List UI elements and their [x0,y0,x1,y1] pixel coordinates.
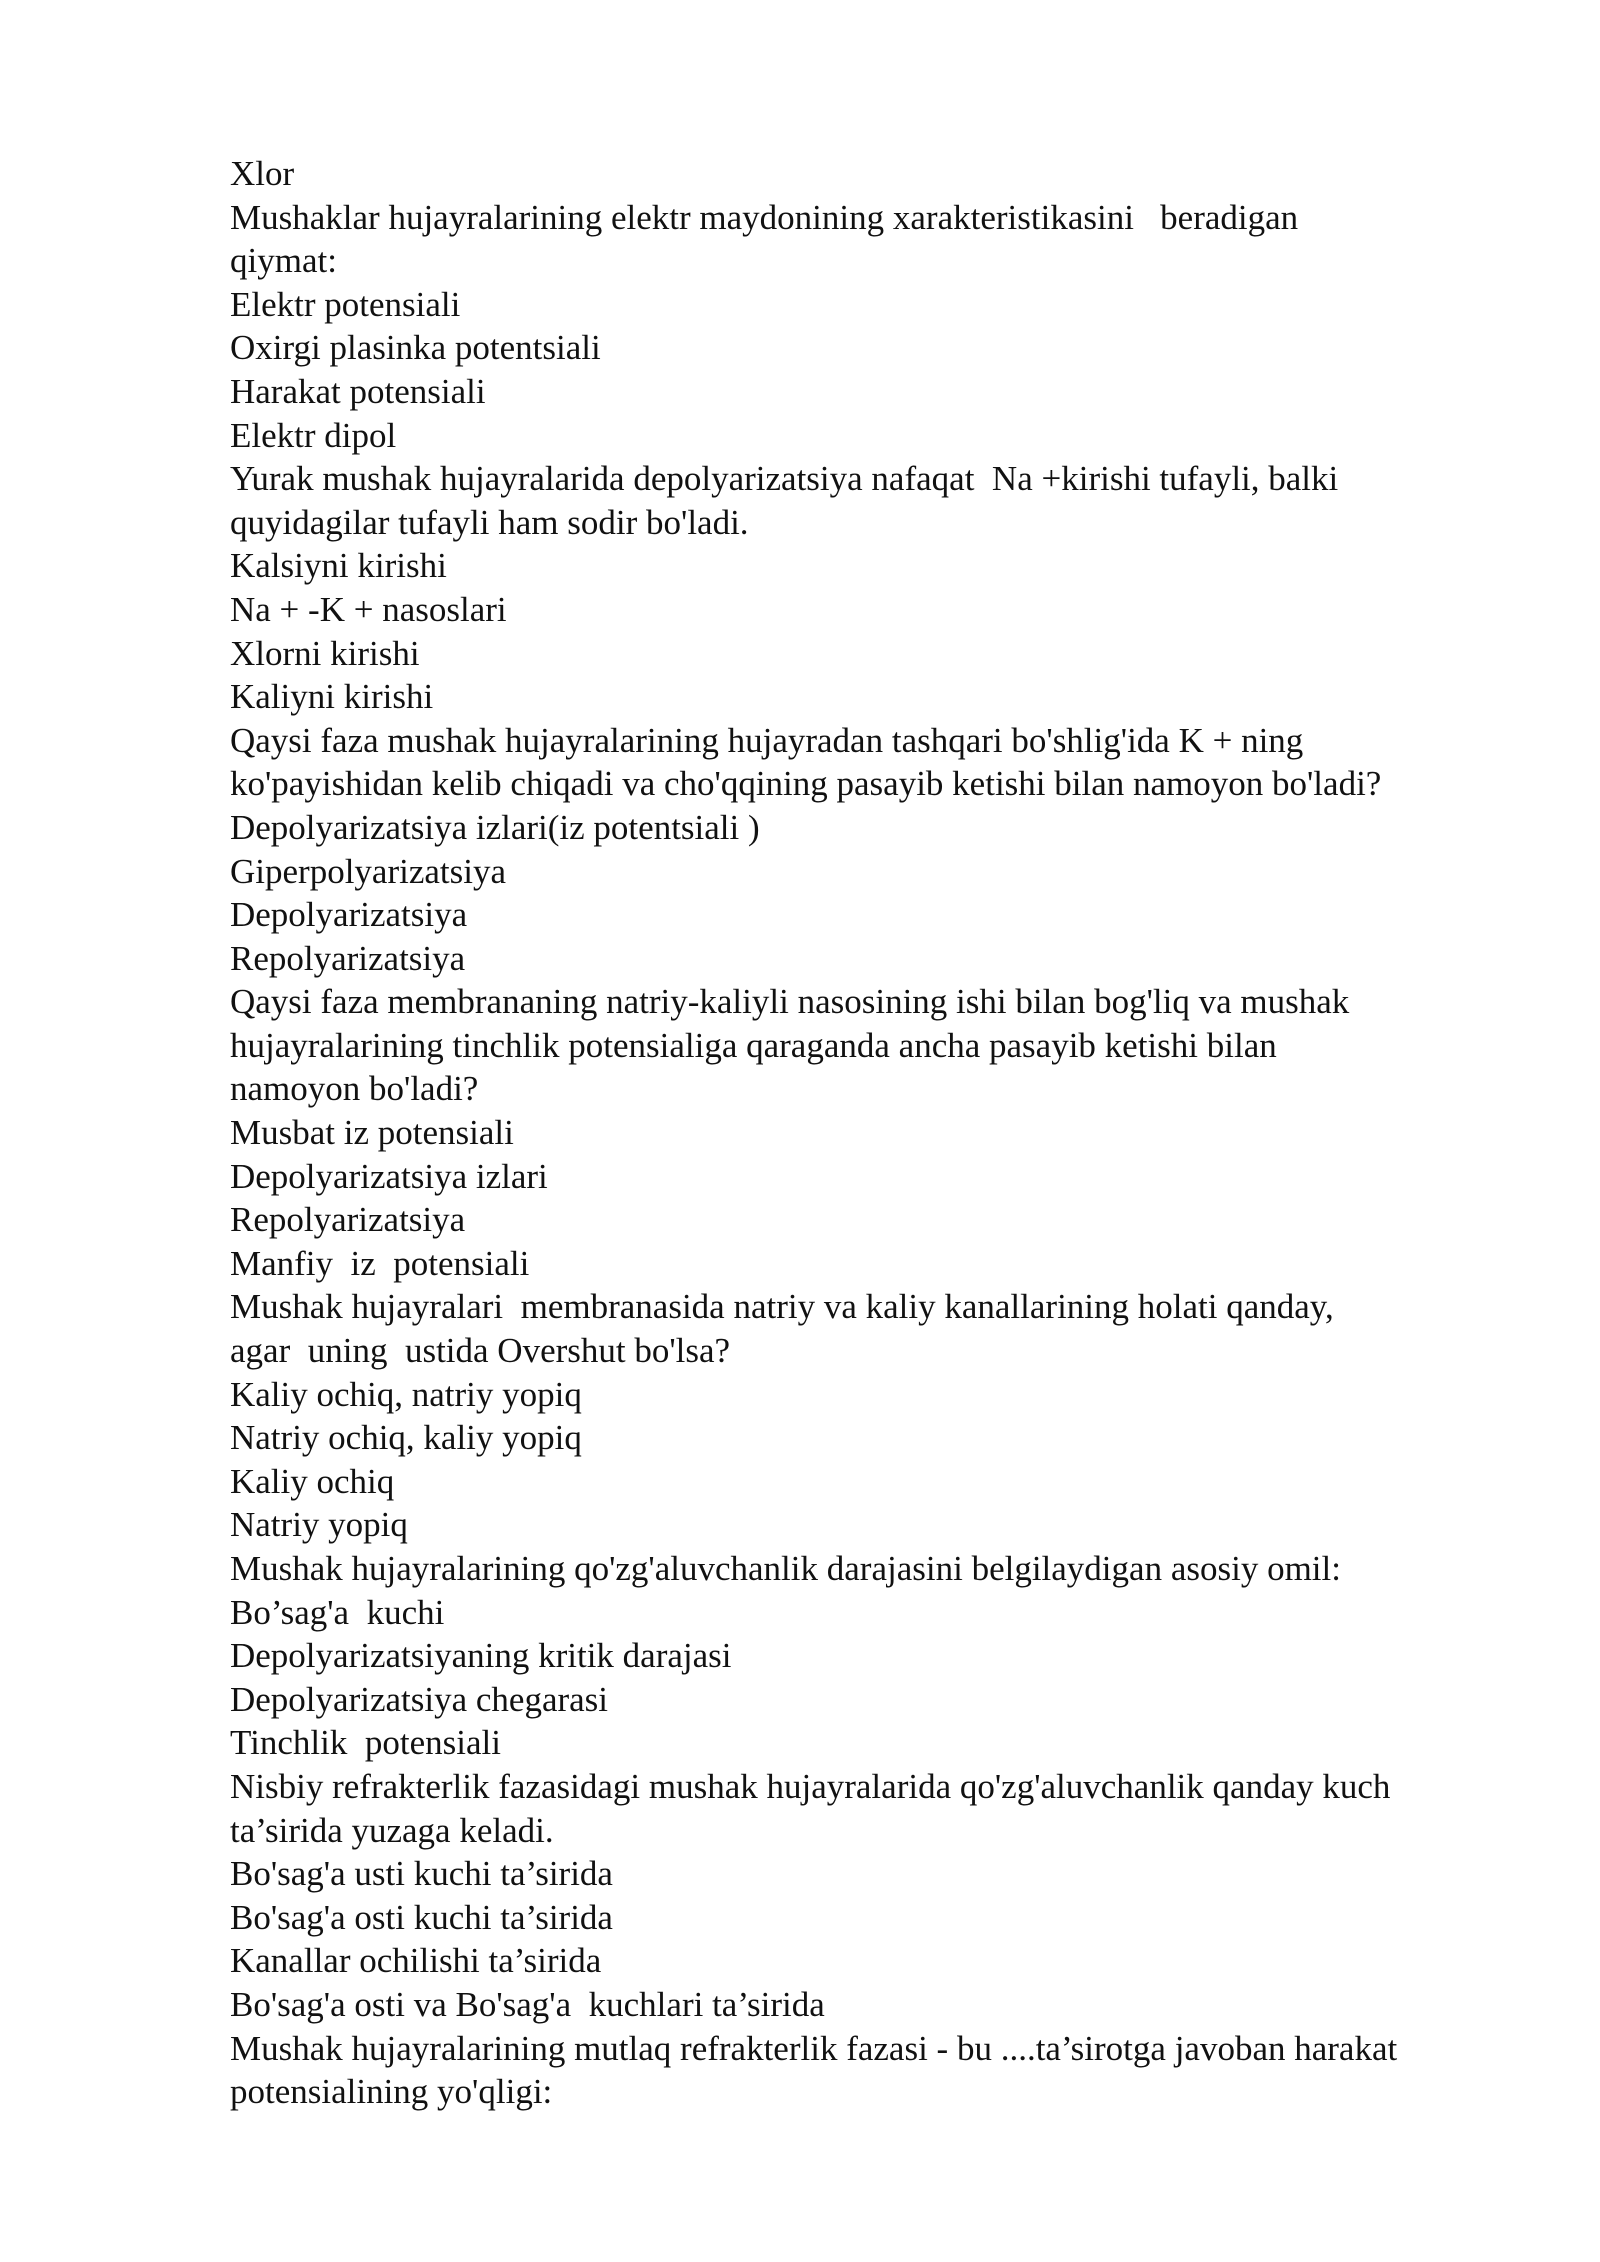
question-line: Mushaklar hujayralarining elektr maydonining xarakteristikasini beradigan [230,197,1299,237]
answer-option: Elektr potensiali [230,284,461,324]
answer-option: Repolyarizatsiya [230,938,466,978]
question-line: potensialining yo'qligi: [230,2072,553,2112]
answer-option: Bo'sag'a usti kuchi ta’sirida [230,1854,613,1894]
answer-option: Kanallar ochilishi ta’sirida [230,1941,602,1981]
answer-option: Depolyarizatsiya [230,895,468,935]
question-line: Mushak hujayralarining qo'zg'aluvchanlik darajasini belgilaydigan asosiy omil: [230,1549,1341,1588]
answer-option: Kaliy ochiq, natriy yopiq [230,1374,582,1414]
question-line: ko'payishidan kelib chiqadi va cho'qqining pasayib ketishi bilan namoyon bo'ladi? [230,764,1382,804]
answer-option: Natriy ochiq, kaliy yopiq [230,1418,582,1458]
question-line: qiymat: [230,241,337,281]
answer-option: Bo'sag'a osti kuchi ta’sirida [230,1897,613,1937]
text-line: Xlor [230,154,295,193]
question-line: Yurak mushak hujayralarida depolyarizatsiya nafaqat Na +kirishi tufayli, balki [230,459,1339,499]
answer-option: Depolyarizatsiya chegarasi [230,1679,609,1719]
answer-option: Elektr dipol [230,415,397,455]
answer-option: Tinchlik potensiali [230,1723,501,1763]
answer-option: Depolyarizatsiya izlari [230,1156,548,1196]
answer-option: Bo'sag'a osti va Bo'sag'a kuchlari ta’sirida [230,1984,825,2024]
question-line: Qaysi faza membrananing natriy-kaliyli nasosining ishi bilan bog'liq va mushak [230,982,1350,1022]
answer-option: Bo’sag'a kuchi [230,1592,445,1632]
question-line: hujayralarining tinchlik potensialiga qaraganda ancha pasayib ketishi bilan [230,1025,1277,1065]
question-line: Mushak hujayralari membranasida natriy va kaliy kanallarining holati qanday, [230,1287,1334,1327]
question-line: ta’sirida yuzaga keladi. [230,1810,554,1850]
answer-option: Na + -K + nasoslari [230,589,507,629]
answer-option: Xlorni kirishi [230,633,420,673]
answer-option: Manfiy iz potensiali [230,1243,530,1283]
answer-option: Natriy yopiq [230,1505,408,1545]
question-line: Nisbiy refrakterlik fazasidagi mushak hujayralarida qo'zg'aluvchanlik qanday kuch [230,1766,1391,1806]
answer-option: Giperpolyarizatsiya [230,851,507,891]
answer-option: Repolyarizatsiya [230,1200,466,1240]
question-line: Mushak hujayralarining mutlaq refrakterlik fazasi - bu ....ta’sirotga javoban harakat [230,2028,1398,2068]
answer-option: Musbat iz potensiali [230,1113,514,1153]
question-line: agar uning ustida Overshut bo'lsa? [230,1331,731,1371]
answer-option: Depolyarizatsiyaning kritik darajasi [230,1636,732,1676]
question-line: quyidagilar tufayli ham sodir bo'ladi. [230,502,749,542]
answer-option: Harakat potensiali [230,371,486,411]
question-line: Qaysi faza mushak hujayralarining hujayradan tashqari bo'shlig'ida K + ning [230,720,1304,760]
answer-option: Kaliy ochiq [230,1461,395,1501]
document-body [230,152,1510,2114]
answer-option: Depolyarizatsiya izlari(iz potentsiali ) [230,807,760,847]
answer-option: Kaliyni kirishi [230,677,434,717]
answer-option: Kalsiyni kirishi [230,546,447,586]
question-line: namoyon bo'ladi? [230,1069,479,1109]
answer-option: Oxirgi plasinka potentsiali [230,328,601,368]
